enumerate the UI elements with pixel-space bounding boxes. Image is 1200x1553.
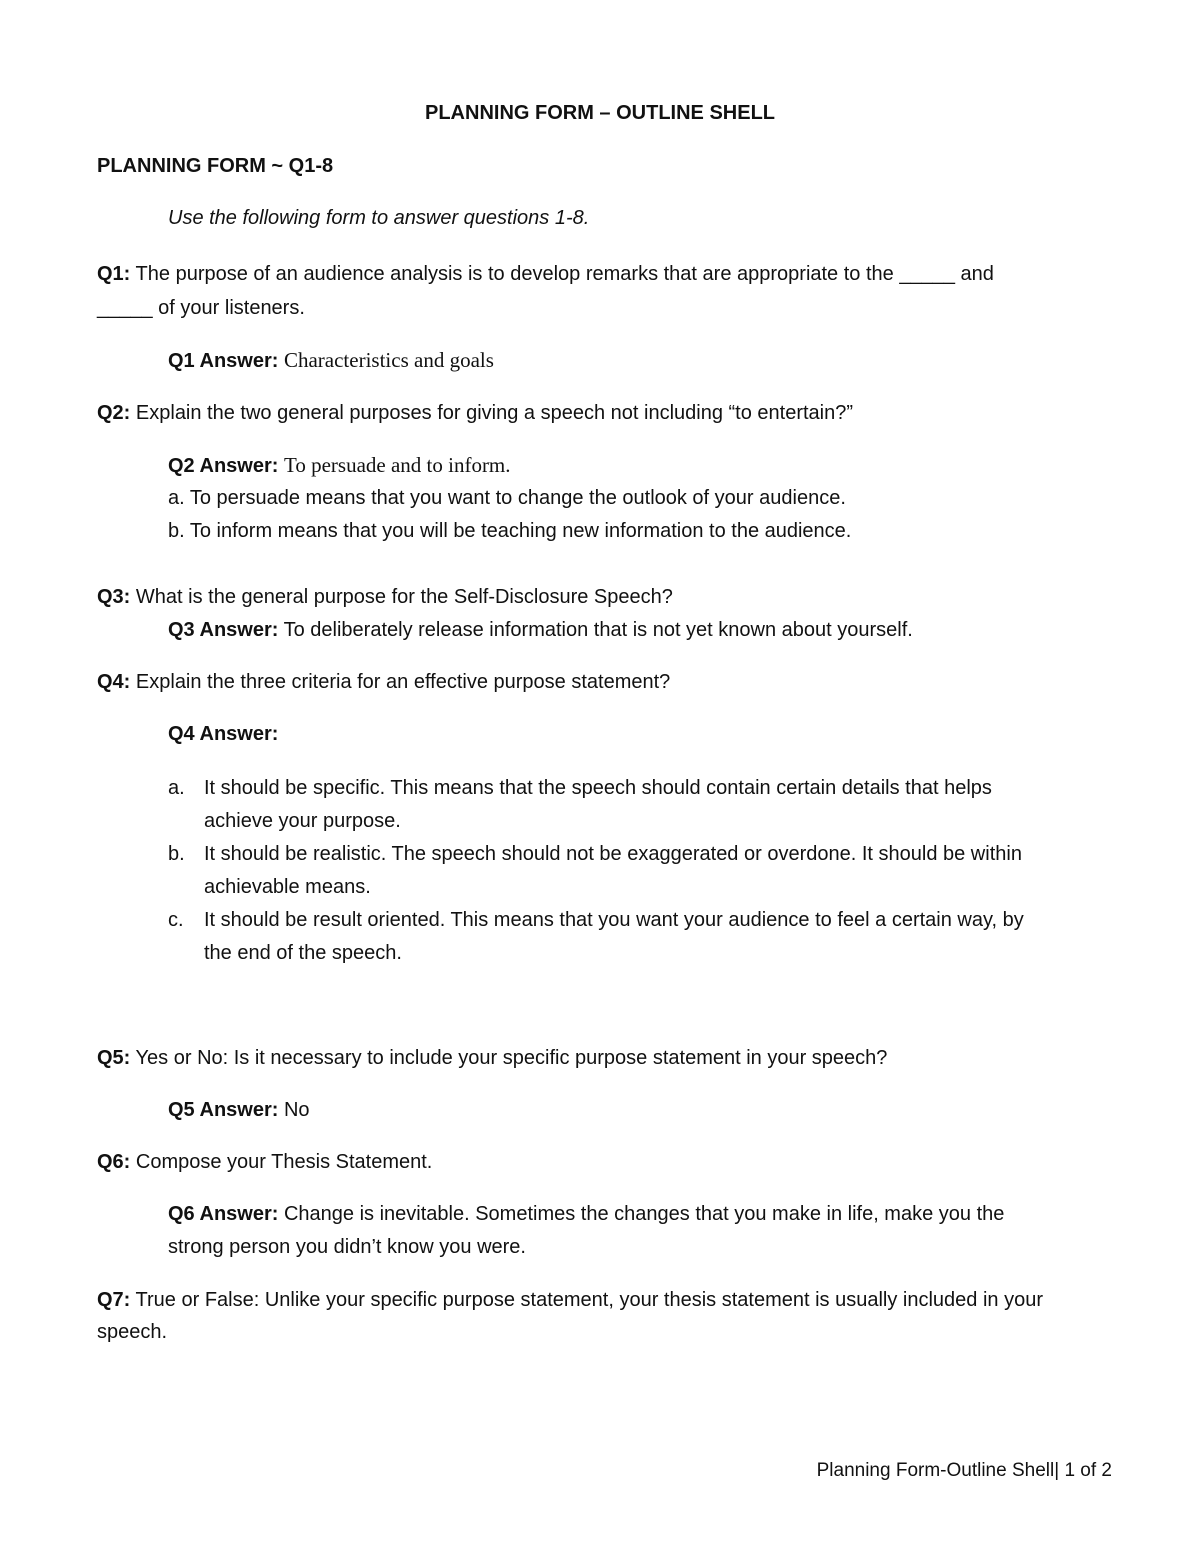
question-q2 [97, 399, 853, 427]
question-label: Q2: [97, 402, 131, 424]
question-text: What is the general purpose for the Self-Disclosure Speech? [135, 586, 673, 608]
answer-text: Characteristics and goals [283, 348, 494, 372]
answer-q6 [168, 1200, 1004, 1228]
question-label: Q3: [97, 586, 131, 608]
question-text: Explain the two general purposes for giving a speech not including “to entertain?” [135, 402, 854, 424]
answer-label: Q5 Answer: [168, 1099, 279, 1121]
page-footer [817, 1457, 1112, 1485]
question-q4 [97, 668, 670, 696]
question-q1-line1 [97, 260, 994, 288]
question-q1-line2: _____ of your listeners. [97, 297, 305, 319]
question-q5 [97, 1044, 887, 1072]
question-text: The purpose of an audience analysis is to develop remarks that are appropriate to the _____ and [135, 263, 994, 285]
answer-label: Q1 Answer: [168, 350, 279, 372]
answer-label: Q6 Answer: [168, 1203, 279, 1225]
answer-text: No [283, 1099, 310, 1121]
answer-q4-label: Q4 Answer: [168, 723, 279, 745]
question-q7-line1 [97, 1286, 1043, 1314]
list-item-text: It should be realistic. The speech should not be exaggerated or overdone. It should be within [204, 843, 1022, 865]
footer-title: Planning Form-Outline Shell [816, 1460, 1055, 1481]
question-text: Yes or No: Is it necessary to include your specific purpose statement in your speech? [135, 1047, 888, 1069]
question-text: Compose your Thesis Statement. [135, 1151, 433, 1173]
question-q7-line2: speech. [97, 1321, 168, 1343]
question-label: Q1: [97, 263, 131, 285]
answer-q6-line2: strong person you didn’t know you were. [168, 1236, 526, 1258]
answer-q2 [168, 451, 511, 480]
page-number: 1 of 2 [1064, 1460, 1112, 1481]
question-text: True or False: Unlike your specific purpose statement, your thesis statement is usually included in your [135, 1289, 1043, 1311]
document-title: PLANNING FORM – OUTLINE SHELL [425, 102, 775, 124]
answer-q1 [168, 346, 494, 375]
question-label: Q6: [97, 1151, 131, 1173]
question-q6 [97, 1148, 432, 1176]
question-label: Q5: [97, 1047, 131, 1069]
list-item-text: It should be result oriented. This means that you want your audience to feel a certain way, by [204, 909, 1024, 931]
question-label: Q7: [97, 1289, 131, 1311]
footer-separator: | [1054, 1460, 1060, 1481]
list-item-marker: b. [168, 843, 185, 865]
answer-text: To persuade and to inform. [283, 453, 511, 477]
answer-label: Q2 Answer: [168, 455, 279, 477]
answer-label: Q3 Answer: [168, 619, 279, 641]
answer-q2-point-b: b. To inform means that you will be teaching new information to the audience. [168, 520, 852, 542]
list-item-text: It should be specific. This means that the speech should contain certain details that helps [204, 777, 992, 799]
answer-q3 [168, 616, 913, 644]
list-item-marker: a. [168, 777, 185, 799]
answer-q2-point-a: a. To persuade means that you want to change the outlook of your audience. [168, 487, 846, 509]
instruction-text: Use the following form to answer questions 1-8. [168, 207, 590, 229]
answer-q5 [168, 1096, 310, 1124]
question-text: Explain the three criteria for an effective purpose statement? [135, 671, 671, 693]
list-item-marker: c. [168, 909, 184, 931]
question-label: Q4: [97, 671, 131, 693]
section-heading: PLANNING FORM ~ Q1-8 [97, 155, 334, 177]
answer-text: Change is inevitable. Sometimes the changes that you make in life, make you the [283, 1203, 1005, 1225]
question-q3 [97, 583, 673, 611]
list-item-text-continued: achieve your purpose. [204, 810, 401, 832]
list-item-text-continued: achievable means. [204, 876, 371, 898]
answer-text: To deliberately release information that is not yet known about yourself. [283, 619, 913, 641]
list-item-text-continued: the end of the speech. [204, 942, 402, 964]
